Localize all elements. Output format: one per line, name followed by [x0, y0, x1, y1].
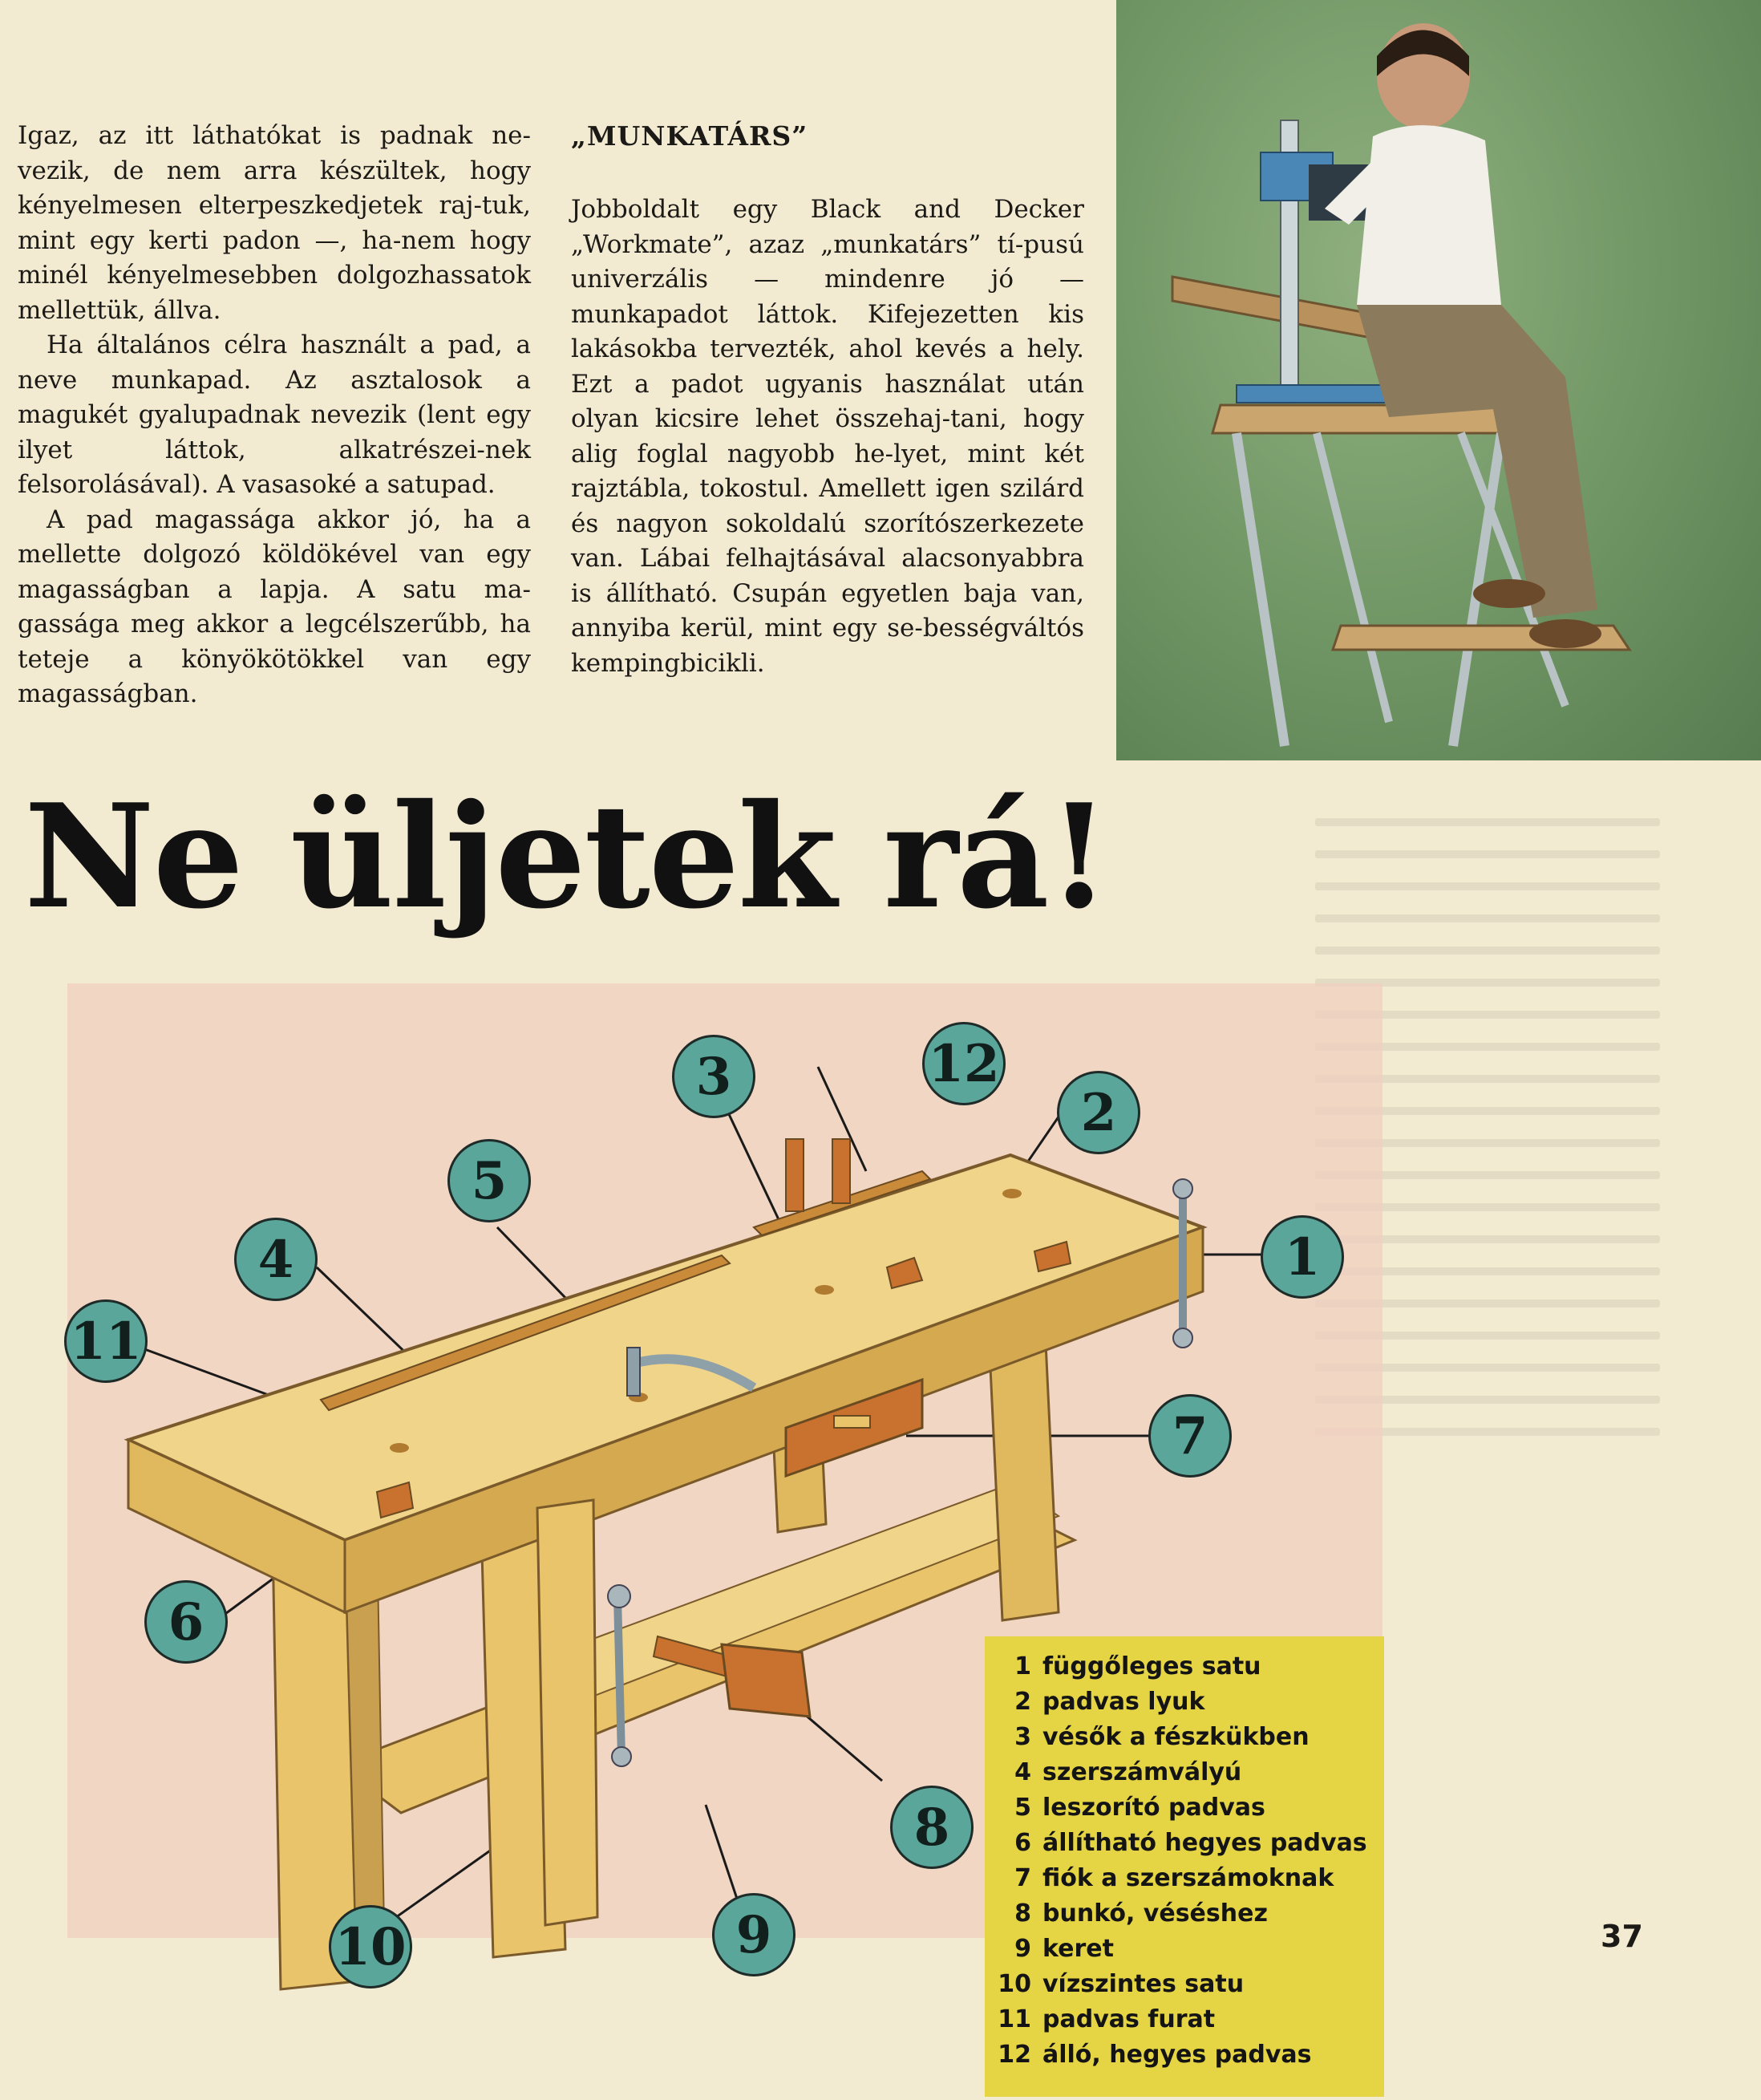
callout-10: 10: [329, 1905, 412, 1989]
callout-5: 5: [447, 1139, 531, 1222]
callout-6: 6: [144, 1580, 228, 1664]
callout-3: 3: [672, 1035, 755, 1118]
intro-left-paragraph-1: Igaz, az itt láthatókat is padnak ne-vezik, de nem arra készültek, hogy kényelmesen elterpeszkedjetek raj-tuk, mint egy kerti padon —, ha-nem hogy minél kényelmesebben dolgozhassatok mellettük, állva.: [18, 121, 531, 325]
callout-7: 7: [1148, 1394, 1232, 1478]
legend-item: 5 leszorító padvas: [1014, 1794, 1265, 1822]
parts-list: [985, 1636, 1384, 2073]
legend-item: 1 függőleges satu: [1014, 1652, 1261, 1680]
legend-item: 11 padvas furat: [998, 2005, 1216, 2033]
parts-legend: [985, 1636, 1384, 2097]
callout-4: 4: [234, 1218, 318, 1301]
legend-item: 9 keret: [1014, 1935, 1114, 1963]
legend-item: 10 vízszintes satu: [998, 1970, 1245, 1998]
legend-item: 2 padvas lyuk: [1014, 1688, 1205, 1716]
legend-item: 12 álló, hegyes padvas: [998, 2041, 1312, 2069]
intro-left-paragraph-2: Ha általános célra használt a pad, a neve munkapad. Az asztalosok a magukét gyalupadnak nevezik (lent egy ilyet láttok, alkatrészei-nek felsorolásával). A vasasoké a satupad.: [18, 330, 531, 499]
legend-item: 7 fiók a szerszámoknak: [1014, 1864, 1334, 1892]
workmate-heading: „MUNKATÁRS”: [571, 120, 808, 152]
legend-item: 4 szerszámvályú: [1014, 1758, 1242, 1786]
intro-left-paragraph-3: A pad magassága akkor jó, ha a mellette dolgozó köldökével van egy magasságban a lapja. A satu ma-gassága meg akkor a legcélszerűbb, ha teteje a könyökötökkel van egy magasságban.: [18, 505, 531, 708]
callout-11: 11: [64, 1299, 148, 1383]
callout-9: 9: [712, 1893, 795, 1976]
page-number: 37: [1601, 1919, 1643, 1954]
headline: Ne üljetek rá!: [24, 772, 1109, 940]
callout-1: 1: [1261, 1215, 1344, 1299]
legend-item: 8 bunkó, véséshez: [1014, 1899, 1268, 1928]
legend-item: 3 vésők a fészkükben: [1014, 1723, 1310, 1751]
workmate-paragraph: Jobboldalt egy Black and Decker „Workmate”, azaz „munkatárs” tí-pusú univerzális — mindenre jó — munkapadot láttok. Kifejezetten kis lakásokba tervezték, ahol kevés a hely. Ezt a padot ugyanis használat után olyan kicsire lehet összehaj-tani, hogy alig foglal nagyobb he-lyet, mint két rajztábla, tokostul. Amellett igen szilárd és nagyon sokoldalú szorítószerkezete van. Lábai felhajtásával alacsonyabbra is állítható. Csupán egyetlen baja van, annyiba kerül, mint egy se-bességváltós kempingbicikli.: [571, 195, 1084, 678]
callout-12: 12: [922, 1022, 1006, 1105]
callout-8: 8: [890, 1786, 974, 1869]
callout-2: 2: [1057, 1071, 1140, 1154]
legend-item: 6 állítható hegyes padvas: [1014, 1829, 1367, 1857]
